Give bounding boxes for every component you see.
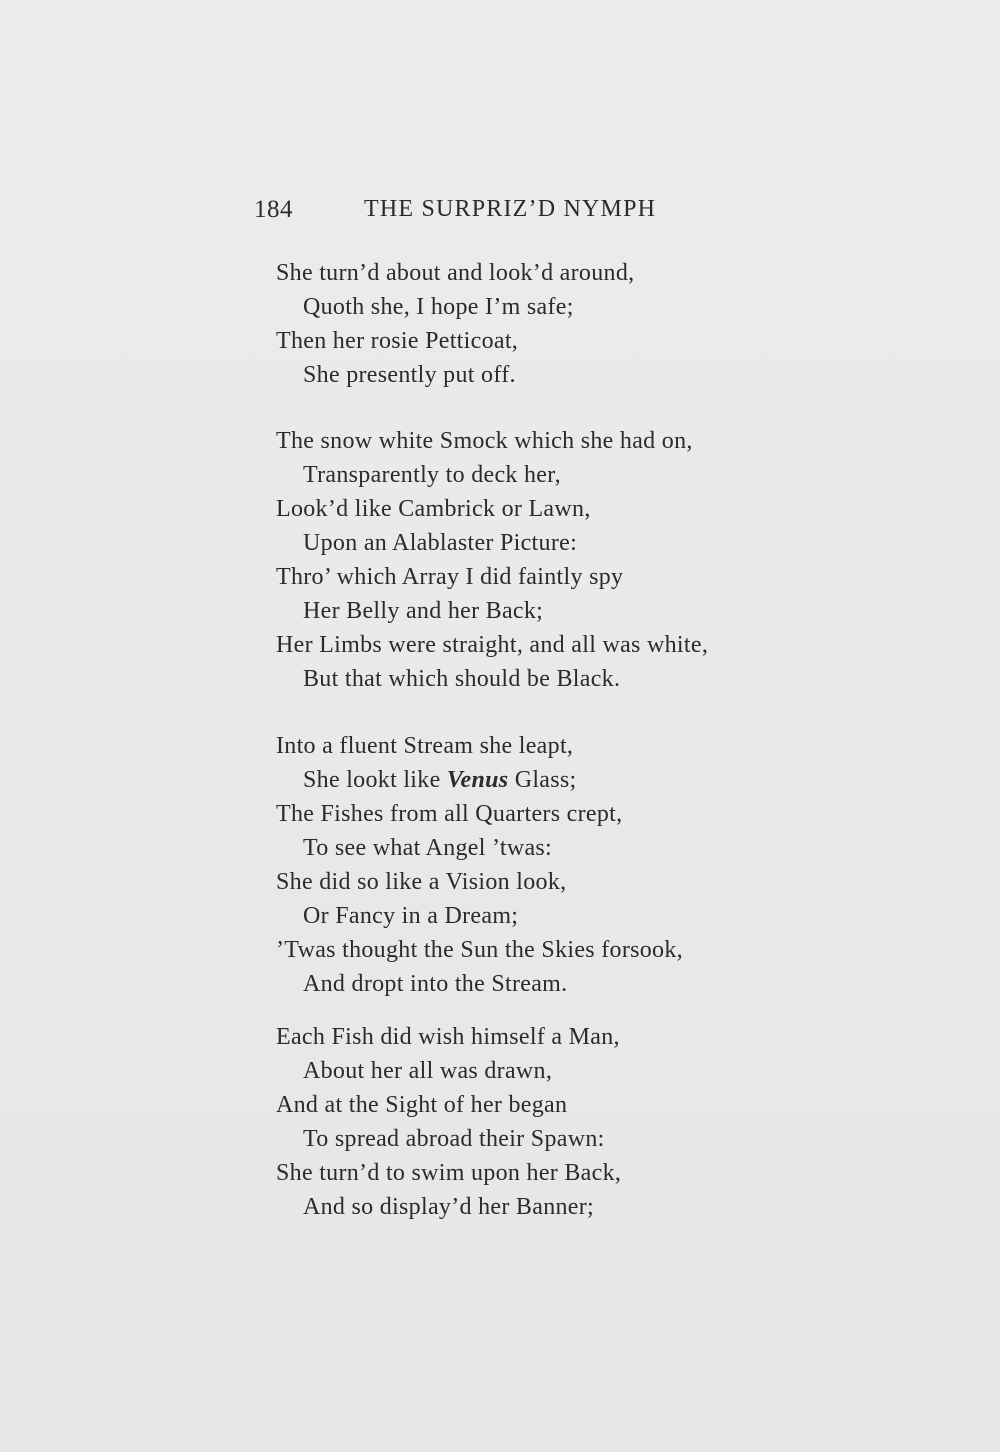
- verse-line: To see what Angel ’twas:: [303, 835, 553, 861]
- verse-line: The snow white Smock which she had on,: [276, 428, 693, 454]
- verse-line: Her Limbs were straight, and all was white,: [276, 632, 709, 658]
- verse-line: Then her rosie Petticoat,: [276, 328, 519, 354]
- italic-word: Venus: [446, 767, 509, 793]
- page-header: [254, 196, 694, 232]
- verse-line: But that which should be Black.: [303, 666, 621, 692]
- verse-line: Each Fish did wish himself a Man,: [276, 1024, 620, 1050]
- running-title: THE SURPRIZ’D NYMPH: [364, 196, 657, 222]
- verse-line: She turn’d about and look’d around,: [276, 260, 635, 286]
- verse-line: ’Twas thought the Sun the Skies forsook,: [276, 937, 683, 963]
- verse-line: Thro’ which Array I did faintly spy: [276, 564, 624, 590]
- verse-line: And dropt into the Stream.: [303, 971, 568, 997]
- stanza-4: [276, 1020, 796, 1224]
- verse-line: And at the Sight of her began: [276, 1092, 568, 1118]
- verse-line: She did so like a Vision look,: [276, 869, 567, 895]
- stanza-2: [276, 424, 796, 696]
- verse-line: She presently put off.: [303, 362, 516, 388]
- verse-line: About her all was drawn,: [303, 1058, 553, 1084]
- verse-line: Her Belly and her Back;: [303, 598, 544, 624]
- verse-line: To spread abroad their Spawn:: [303, 1126, 605, 1152]
- verse-line: Look’d like Cambrick or Lawn,: [276, 496, 591, 522]
- verse-line: The Fishes from all Quarters crept,: [276, 801, 623, 827]
- verse-line: Transparently to deck her,: [303, 462, 561, 488]
- verse-line: Upon an Alablaster Picture:: [303, 530, 578, 556]
- verse-line: [276, 763, 796, 797]
- stanza-1: [276, 256, 796, 392]
- verse-fragment: She lookt like: [303, 767, 441, 793]
- verse-fragment: Glass;: [514, 767, 577, 793]
- verse-line: Or Fancy in a Dream;: [303, 903, 519, 929]
- page-number: 184: [254, 196, 293, 223]
- verse-line: She turn’d to swim upon her Back,: [276, 1160, 622, 1186]
- verse-line: Quoth she, I hope I’m safe;: [303, 294, 574, 320]
- verse-line: Into a fluent Stream she leapt,: [276, 733, 574, 759]
- verse-line: And so display’d her Banner;: [303, 1194, 595, 1220]
- stanza-3: [276, 729, 796, 1001]
